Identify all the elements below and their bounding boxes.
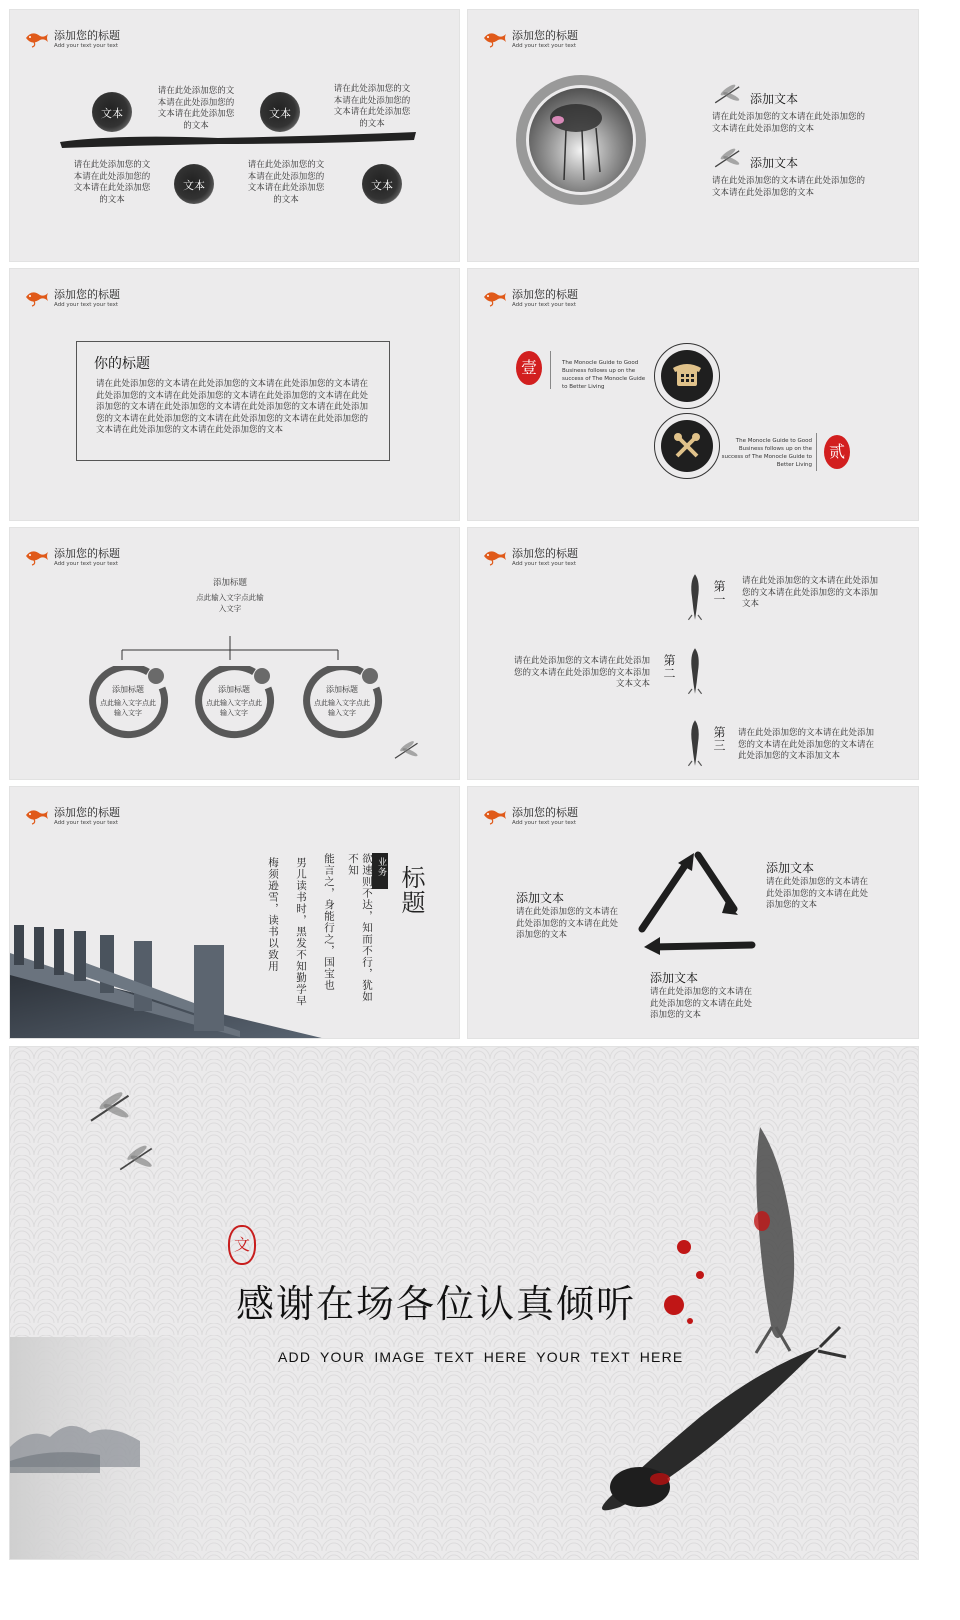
divider-line: [816, 433, 817, 471]
dragonfly-icon: [86, 1087, 136, 1127]
poem-column: 梅须逊雪，读书以致用: [267, 857, 279, 972]
top-body: 点此输入文字点此输入文字: [196, 593, 264, 613]
item-heading: 添加文本: [650, 971, 699, 985]
slide-subtitle: Add your text your text: [54, 561, 119, 567]
fish-logo-icon: [482, 28, 508, 48]
circle-badge: [654, 413, 720, 479]
fish-logo-icon: [24, 287, 50, 307]
slide-title: 添加您的标题: [54, 547, 120, 560]
ink-lotus-circle-image: [516, 72, 646, 208]
body-text: 请在此处添加您的文本请在此处添加您的文本请在此处添加您的文本: [333, 84, 411, 129]
circle-badge: [654, 343, 720, 409]
cycle-arrows-diagram: [634, 849, 762, 961]
item-label: 第三: [712, 726, 726, 752]
stone-bridge-image: [10, 923, 330, 1039]
item-label: 第二: [662, 654, 676, 680]
red-seal: 壹: [516, 351, 542, 385]
english-body: The Monocle Guide to Good Business follows up on the success of The Monocle Guide to Better Living: [721, 438, 812, 468]
slide-title: 添加您的标题: [512, 29, 578, 42]
item-body: 请在此处添加您的文本请在此处添加您的文本请在此处添加您的文本: [650, 987, 753, 1020]
fish-logo-icon: [482, 805, 508, 825]
fish-logo-icon: [24, 546, 50, 566]
fish-logo-icon: [482, 287, 508, 307]
item-heading: 添加文本: [766, 861, 815, 875]
slide-title: 添加您的标题: [54, 288, 120, 301]
fish-logo-icon: [24, 28, 50, 48]
item-body: 请在此处添加您的文本请在此处添加您的文本请在此处添加您的文本请在此处添加您的文本添加文本: [738, 728, 875, 761]
koi-icon: [686, 718, 704, 768]
dragonfly-icon: [116, 1141, 158, 1175]
closing-subtitle: ADD YOUR IMAGE TEXT HERE YOUR TEXT HERE: [278, 1349, 684, 1365]
poem-column: 欲速则不达，知而不行，犹如不知: [347, 853, 373, 1003]
closing-title: 感谢在场各位认真倾听: [236, 1282, 637, 1326]
dragonfly-icon: [392, 738, 422, 762]
slide-title: 添加您的标题: [54, 806, 120, 819]
slide-subtitle: Add your text your text: [54, 43, 119, 49]
body-text: 请在此处添加您的文本请在此处添加您的文本请在此处添加您的文本: [73, 160, 151, 205]
item-body: 请在此处添加您的文本请在此处添加您的文本请在此处添加您的文本添加文本文本: [513, 656, 650, 689]
slide-subtitle: Add your text your text: [512, 43, 577, 49]
fish-logo-icon: [24, 805, 50, 825]
closing-slide: [9, 1046, 919, 1560]
item-heading: 添加文本: [516, 891, 565, 905]
item-heading: 添加文本: [750, 156, 799, 170]
box-title: 你的标题: [94, 356, 150, 372]
slide-5: [9, 527, 460, 780]
body-text: 请在此处添加您的文本请在此处添加您的文本请在此处添加您的文本: [247, 160, 325, 205]
dragonfly-icon: [712, 146, 744, 170]
item-label: 第一: [712, 580, 726, 606]
poem-column: 能言之，身能行之，国宝也: [323, 853, 335, 991]
slide-subtitle: Add your text your text: [512, 302, 577, 308]
koi-fish-image: [550, 1107, 870, 1547]
item-heading: 添加文本: [750, 92, 799, 106]
item-body: 请在此处添加您的文本请在此处添加您的文本请在此处添加您的文本: [516, 907, 619, 940]
ring-title: 添加标题: [112, 685, 144, 694]
slide-7: [9, 786, 460, 1039]
slide-3: [9, 268, 460, 521]
tag-label: 业务: [376, 857, 386, 877]
slide-8: [467, 786, 919, 1039]
slide-title: 添加您的标题: [54, 29, 120, 42]
tree-connector: [110, 636, 350, 662]
ring-body: 点此输入文字点此输入文字: [100, 699, 156, 717]
slide-1: [9, 9, 460, 262]
divider-line: [550, 351, 551, 389]
poem-title: 标题: [397, 865, 425, 915]
phone-icon: [671, 362, 703, 390]
ring-title: 添加标题: [326, 685, 358, 694]
text-badge: 文本: [362, 164, 402, 204]
ring-body: 点此输入文字点此输入文字: [206, 699, 262, 717]
slide-subtitle: Add your text your text: [512, 561, 577, 567]
slide-title: 添加您的标题: [512, 547, 578, 560]
landscape-mist-image: [10, 1337, 250, 1560]
item-body: 请在此处添加您的文本请在此处添加您的文本请在此处添加您的文本: [712, 176, 866, 198]
red-seal: 贰: [824, 435, 850, 469]
text-badge: 文本: [92, 92, 132, 132]
box-body: 请在此处添加您的文本请在此处添加您的文本请在此处添加您的文本请在此处添加您的文本请在此处添加您的文本请在此处添加您的文本请在此处添加您的文本请在此处添加您的文本请在此处添加您的文本请在此处添加您的文本请在此处添加您的文本请在此处添加您的文本请在此处添加您的文本请在此处添加您的文本请在此处添加您的文本: [96, 379, 369, 435]
poem-column: 男儿读书时，黑发不知勤学早: [295, 857, 307, 1007]
slide-2: [467, 9, 919, 262]
slide-subtitle: Add your text your text: [512, 820, 577, 826]
top-heading: 添加标题: [212, 578, 247, 588]
ring-body: 点此输入文字点此输入文字: [314, 699, 370, 717]
body-text: 请在此处添加您的文本请在此处添加您的文本请在此处添加您的文本: [157, 86, 235, 131]
slide-title: 添加您的标题: [512, 288, 578, 301]
text-badge: 文本: [174, 164, 214, 204]
red-seal: 文: [228, 1225, 256, 1265]
slide-4: [467, 268, 919, 521]
item-body: 请在此处添加您的文本请在此处添加您的文本请在此处添加您的文本: [766, 877, 869, 910]
dragonfly-icon: [712, 82, 744, 106]
text-badge: 文本: [260, 92, 300, 132]
item-body: 请在此处添加您的文本请在此处添加您的文本请在此处添加您的文本添加文本: [742, 576, 879, 609]
item-body: 请在此处添加您的文本请在此处添加您的文本请在此处添加您的文本: [712, 112, 866, 134]
slide-subtitle: Add your text your text: [54, 302, 119, 308]
fish-logo-icon: [482, 546, 508, 566]
english-body: The Monocle Guide to Good Business follows up on the success of The Monocle Guide to Better Living: [562, 360, 646, 390]
slide-title: 添加您的标题: [512, 806, 578, 819]
slide-subtitle: Add your text your text: [54, 820, 119, 826]
koi-icon: [686, 572, 704, 622]
koi-icon: [686, 646, 704, 696]
tools-icon: [673, 432, 701, 460]
ring-title: 添加标题: [218, 685, 250, 694]
slide-6: [467, 527, 919, 780]
